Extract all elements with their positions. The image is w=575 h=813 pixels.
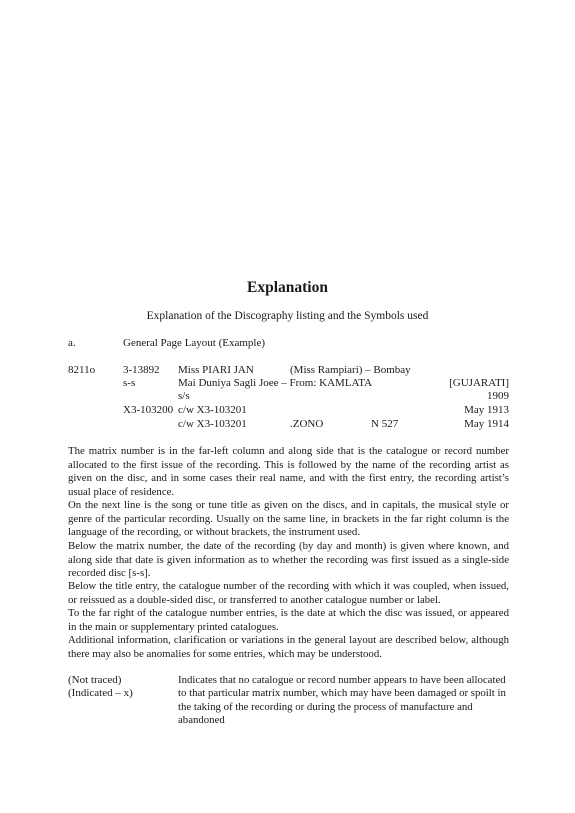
section-letter: a.: [68, 337, 76, 349]
example-artist-alt: (Miss Rampiari) – Bombay: [290, 364, 411, 376]
example-zono-date: May 1914: [464, 418, 509, 430]
paragraph-issue-date: To the far right of the catalogue number entries, is the date at which the disc was issued, or appeared in the main or supplementary printed catalogues.: [68, 607, 509, 633]
paragraph-coupling: Below the title entry, the catalogue number of the recording with which it was coupled, when issued, or reissued as a double-sided disc, or transferred to another catalogue number or label.: [68, 580, 509, 606]
legend-term-not-traced: (Not traced): [68, 674, 122, 686]
page-subtitle: Explanation of the Discography listing and the Symbols used: [146, 310, 429, 322]
example-zono-number: N 527: [371, 418, 399, 430]
example-reissue-catalogue: X3-103200: [123, 404, 174, 416]
example-reissue-date: May 1913: [464, 404, 509, 416]
example-format: s-s: [123, 377, 136, 389]
example-ss-marker: s/s: [178, 390, 190, 402]
paragraph-song-title: On the next line is the song or tune title as given on the discs, and in capitals, the musical style or genre of the particular recording. Usually on the same line, in brackets in the far right column is the language of the recording, or without brackets, the instrument used.: [68, 499, 509, 539]
example-catalogue-number: 3-13892: [123, 364, 160, 376]
paragraph-matrix-number: The matrix number is in the far-left column and along side that is the catalogue or record number allocated to the first issue of the recording. This is followed by the name of the recording artist as given on the disc, and in some cases their real name, and with the first entry, the recording artist’s usual place of residence.: [68, 445, 509, 498]
example-song-title: Mai Duniya Sagli Joee – From: KAMLATA: [178, 377, 373, 389]
paragraph-additional-info: Additional information, clarification or variations in the general layout are described below, although there may also be anomalies for some entries, which may be understood.: [68, 634, 509, 660]
example-zono-label: .ZONO: [290, 418, 324, 430]
example-matrix-number: 8211o: [68, 364, 96, 376]
section-heading: General Page Layout (Example): [123, 337, 266, 349]
page-title: Explanation: [247, 279, 328, 296]
paragraph-recording-date: Below the matrix number, the date of the recording (by day and month) is given where known, and along side that date is given information as to whether the recording was first issued as a single-side recorded disc [s-s].: [68, 540, 509, 580]
legend-term-indicated: (Indicated – x): [68, 687, 133, 699]
legend-description: Indicates that no catalogue or record number appears to have been allocated to that particular matrix number, which may have been damaged or spoilt in the taking of the recording or during the process of manufacture and abandoned: [178, 674, 506, 727]
example-artist: Miss PIARI JAN: [178, 364, 254, 376]
example-year: 1909: [487, 390, 509, 402]
example-language: [GUJARATI]: [449, 377, 509, 389]
example-zono-coupling: c/w X3-103201: [178, 418, 247, 430]
example-reissue-coupling: c/w X3-103201: [178, 404, 247, 416]
